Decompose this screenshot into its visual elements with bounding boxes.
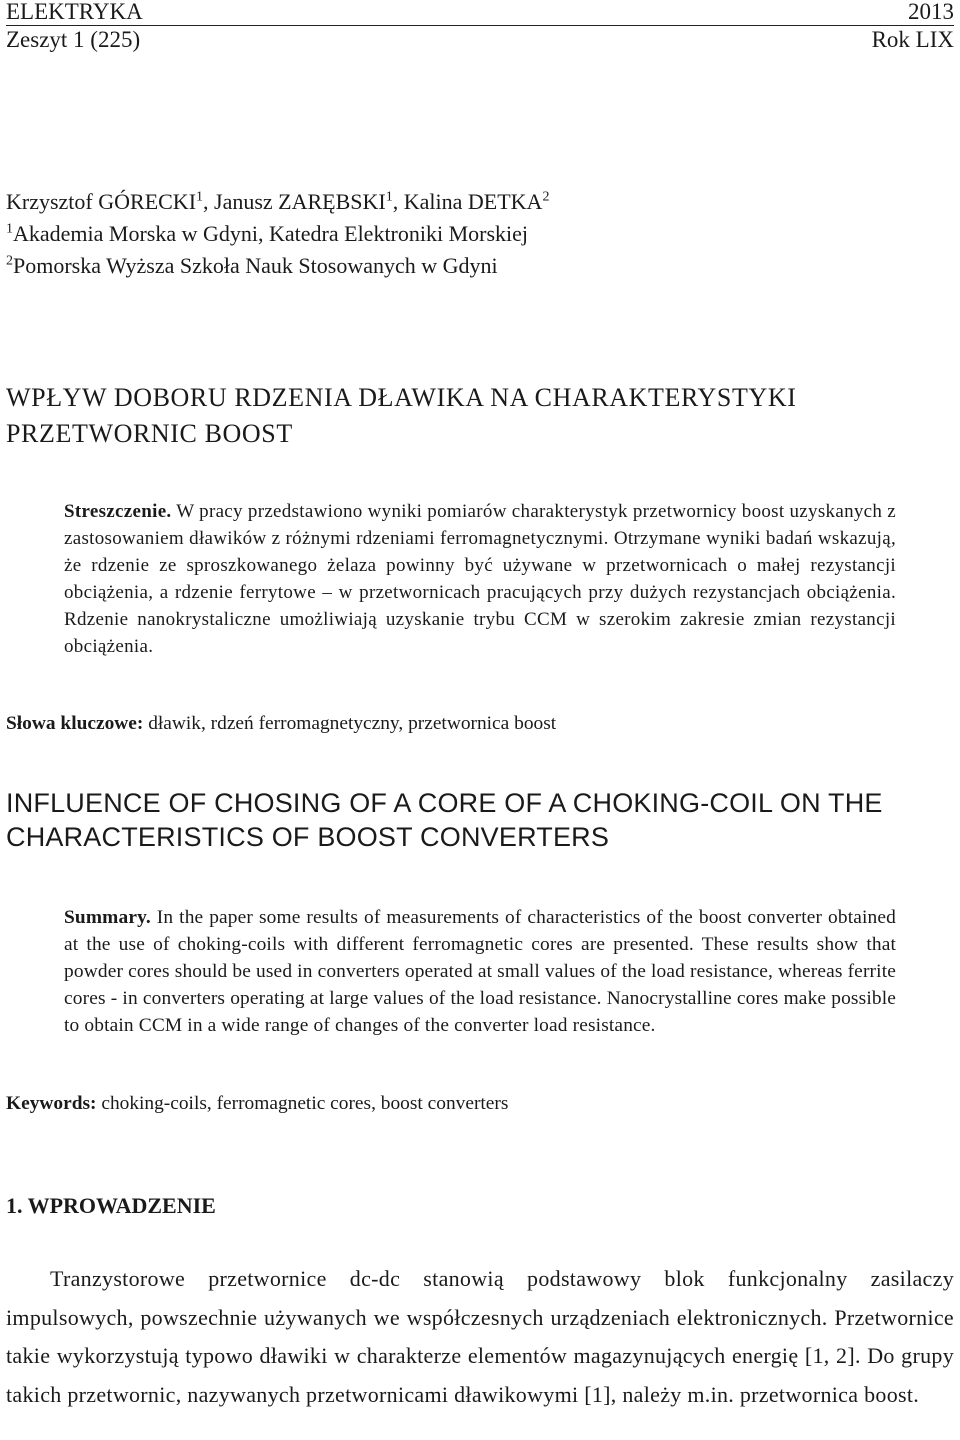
author-name: Krzysztof GÓRECKI [6, 189, 197, 214]
journal-volume: Rok LIX [871, 27, 954, 52]
keywords-text: dławik, rdzeń ferromagnetyczny, przetwornica boost [143, 713, 557, 734]
journal-name: ELEKTRYKA [6, 0, 143, 24]
summary-text: In the paper some results of measurements of characteristics of the boost converter obtained at the use of choking-coils with different ferromagnetic cores are presented. These results show that powder cores should be used in converters operated at small values of the load resistance, whereas ferrite cores - in converters operating at large values of the load resistance. Nanocrystalline cores make possible to obtain CCM in a wide range of changes of the converter load resistance. [64, 907, 896, 1036]
running-header-top [6, 0, 954, 26]
affiliation-text: Akademia Morska w Gdyni, Katedra Elektroniki Morskiej [13, 221, 529, 246]
keywords-label: Keywords: [6, 1093, 97, 1114]
section-body [6, 1260, 954, 1414]
title-polish-line-2: PRZETWORNIC BOOST [6, 419, 293, 448]
keywords-text: choking-coils, ferromagnetic cores, boost converters [96, 1093, 509, 1114]
title-polish-line-1: WPŁYW DOBORU RDZENIA DŁAWIKA NA CHARAKTERYSTYKI [6, 383, 797, 412]
affiliation-2 [6, 250, 946, 282]
affiliation-marker: 2 [542, 189, 550, 205]
title-polish [6, 380, 946, 452]
author-name: Janusz ZARĘBSKI [214, 189, 386, 214]
keywords-polish [6, 710, 946, 737]
author-block [6, 186, 946, 282]
author-separator: , [392, 189, 404, 214]
abstract-text: W pracy przedstawiono wyniki pomiarów charakterystyk przetwornicy boost uzyskanych z zastosowaniem dławików z różnymi rdzeniami ferromagnetycznymi. Otrzymane wyniki badań wskazują, że rdzenie ze sproszkowanego żelaza powinny być używane w przetwornicach o małej rezystancji obciążenia, a rdzenie ferrytowe – w przetwornicach pracujących przy dużych rezystancjach obciążenia. Rdzenie nanokrystaliczne umożliwiają uzyskanie trybu CCM w szerokim zakresie zmian rezystancji obciążenia. [64, 501, 896, 657]
keywords-label: Słowa kluczowe: [6, 713, 144, 734]
affiliation-marker: 1 [196, 189, 204, 205]
abstract-label: Streszczenie. [64, 501, 172, 522]
title-english-line-2: CHARACTERISTICS OF BOOST CONVERTERS [6, 822, 610, 852]
abstract-english [64, 904, 896, 1039]
journal-year: 2013 [908, 0, 954, 24]
running-header-bottom [6, 28, 954, 54]
author-list [6, 186, 946, 218]
affiliation-marker: 1 [385, 189, 393, 205]
keywords-english [6, 1090, 946, 1117]
author-name: Kalina DETKA [403, 189, 543, 214]
title-english [6, 786, 946, 854]
journal-issue: Zeszyt 1 (225) [6, 27, 141, 52]
affiliation-1 [6, 218, 946, 250]
title-english-line-1: INFLUENCE OF CHOSING OF A CORE OF A CHOKING-COIL ON THE [6, 788, 883, 818]
abstract-polish [64, 498, 896, 660]
affiliation-marker: 2 [6, 253, 13, 269]
author-separator: , [203, 189, 215, 214]
affiliation-text: Pomorska Wyższa Szkoła Nauk Stosowanych w Gdyni [13, 253, 498, 278]
section-heading: 1. WPROWADZENIE [6, 1193, 216, 1218]
summary-label: Summary. [64, 907, 151, 928]
paragraph-text: Tranzystorowe przetwornice dc-dc stanowią podstawowy blok funkcjonalny zasilaczy impulsowych, powszechnie używanych we współczesnych urządzeniach elektronicznych. Przetwornice takie wykorzystują typowo dławiki w charakterze elementów magazynujących energię [1, 2]. Do grupy takich przetwornic, nazywanych przetwornicami dławikowymi [1], należy m.in. przetwornica boost. [6, 1266, 954, 1407]
affiliation-marker: 1 [6, 221, 13, 237]
